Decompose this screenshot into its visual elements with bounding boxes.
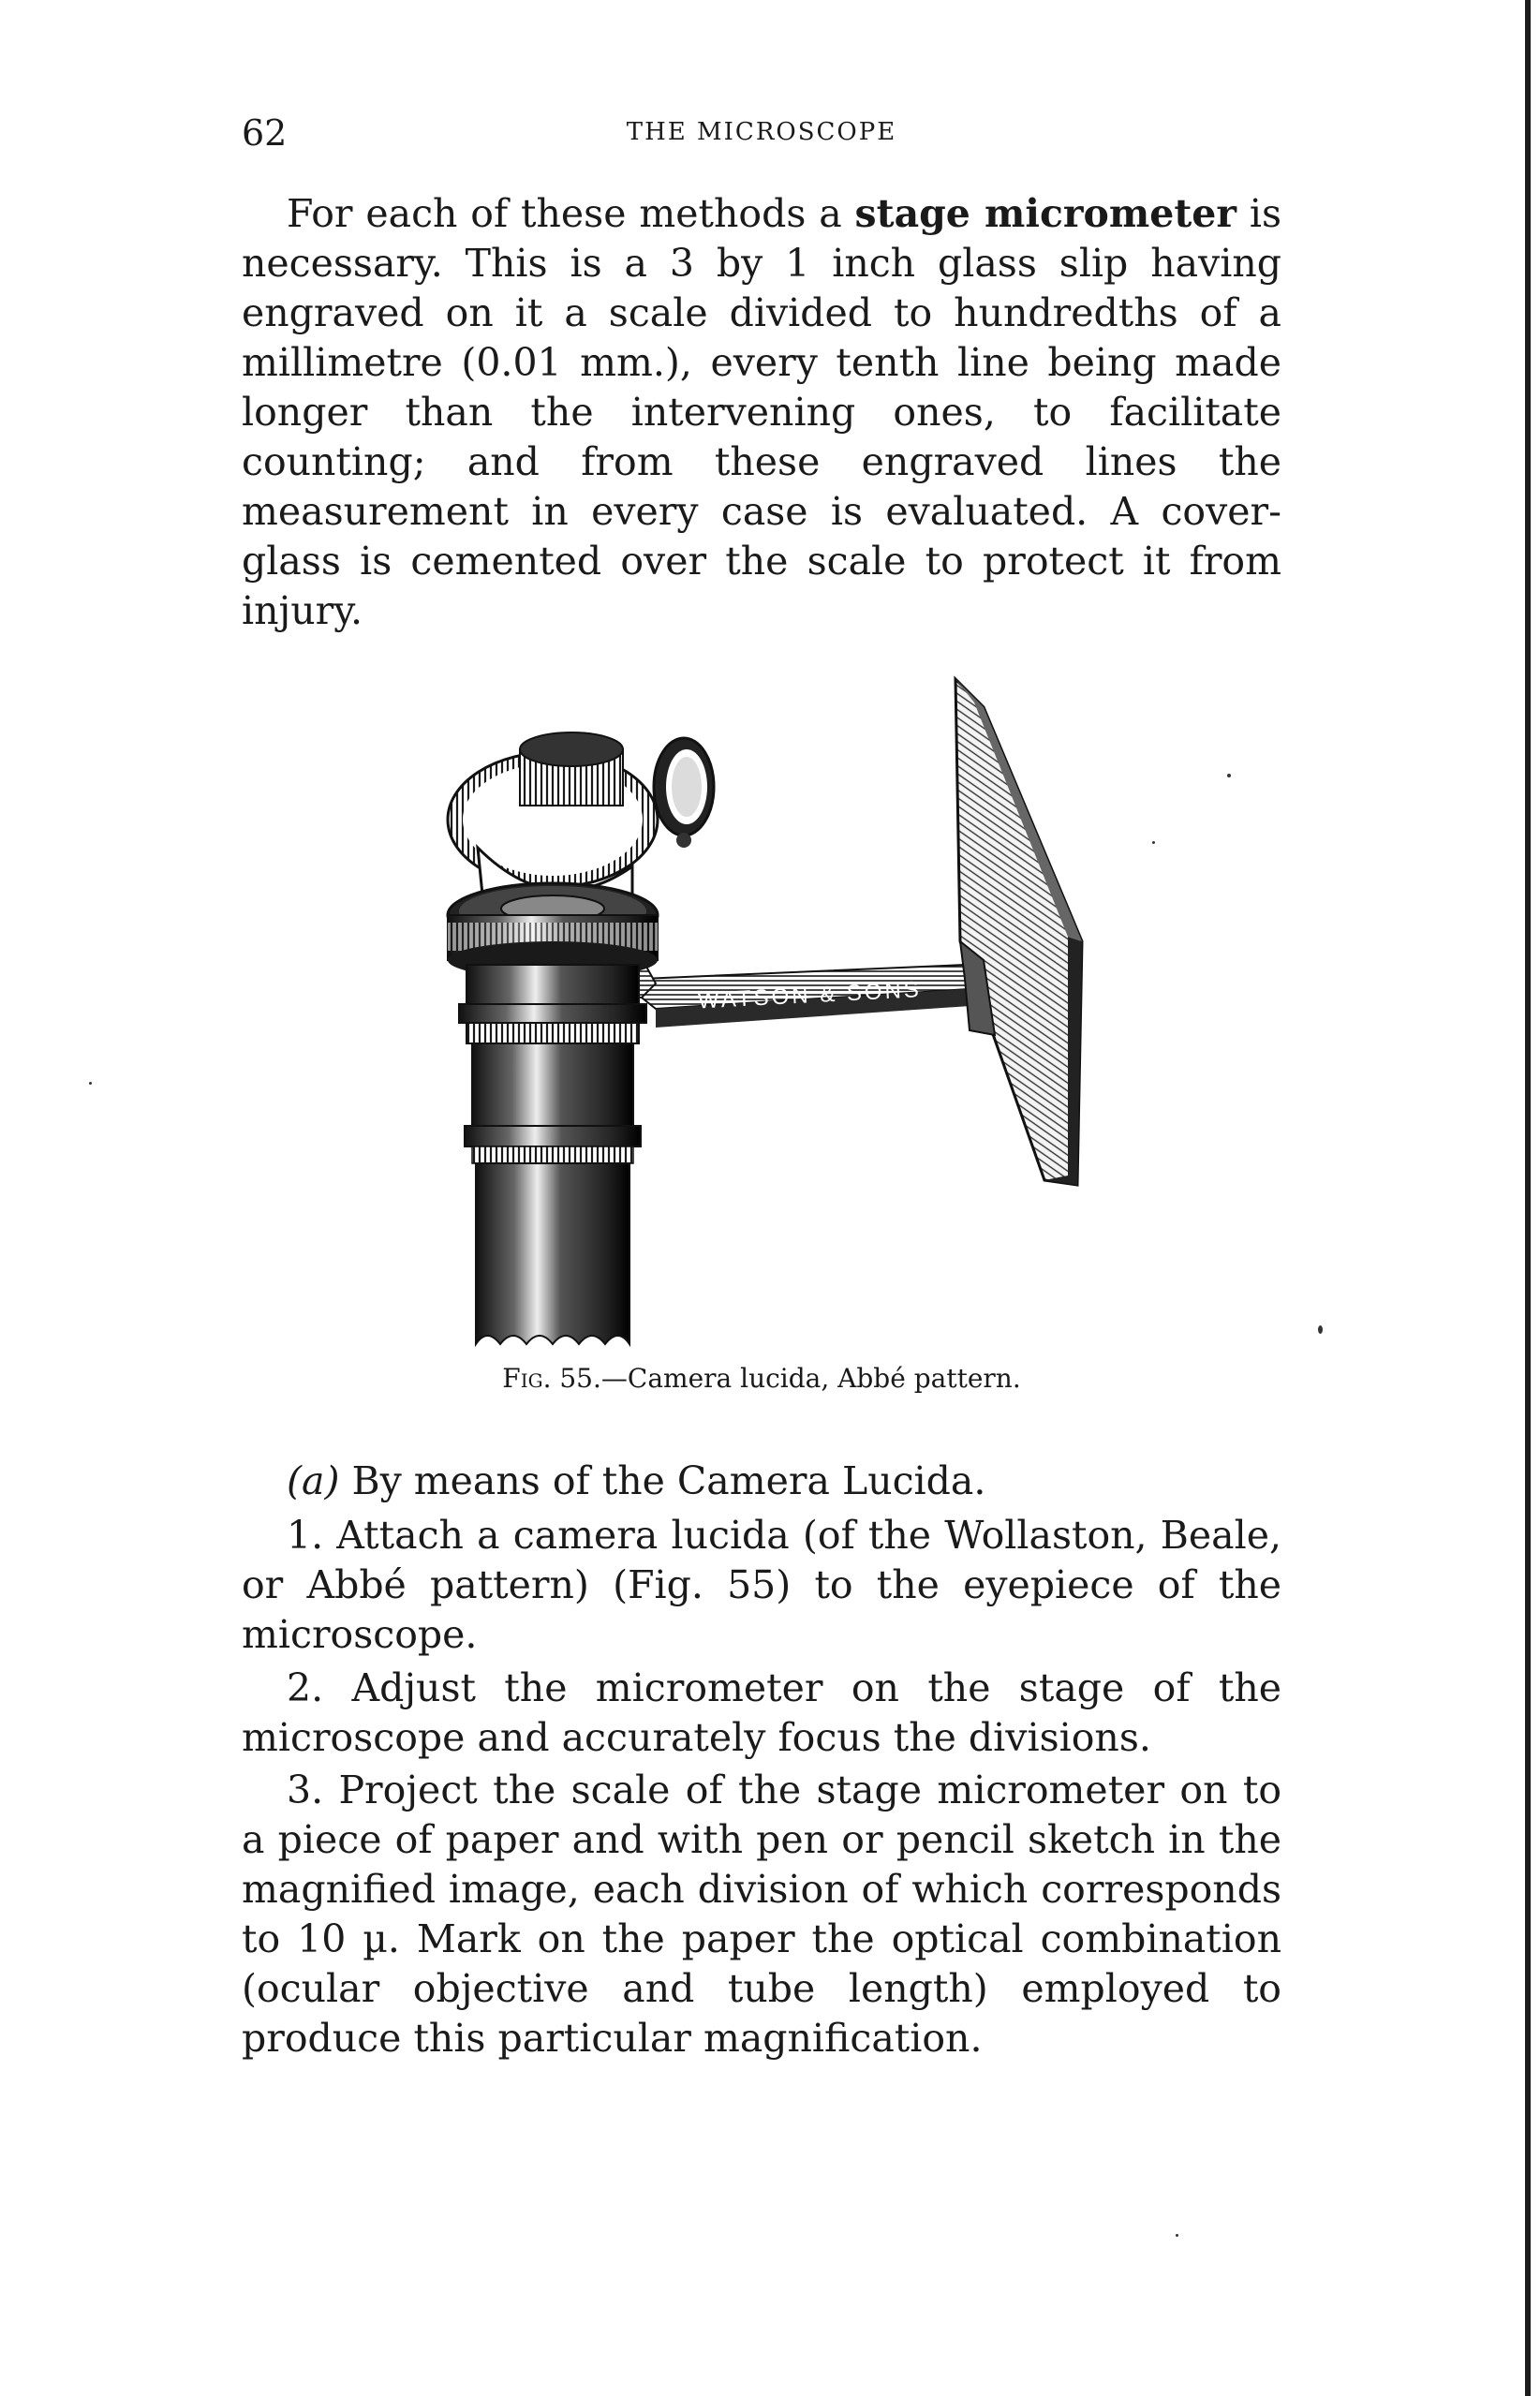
intro-paragraph (242, 189, 1281, 636)
figure-caption-text: —Camera lucida, Abbé pattern. (600, 1363, 1021, 1394)
section-title: By means of the Camera Lucida. (339, 1458, 986, 1503)
page-edge-line (1525, 0, 1531, 2396)
section-label: (a) (287, 1458, 340, 1503)
intro-text-start: For each of these methods a (287, 191, 855, 236)
scan-speck (1152, 841, 1155, 844)
scan-speck (1176, 2234, 1178, 2237)
cover-cap (654, 738, 714, 848)
step-3: 3. Project the scale of the stage micrometer on to a piece of paper and with pen or pencil sketch in the magnified image, each division of which corresponds to 10 µ. Mark on the paper the optical combination (ocular objective and tube length) employed to produce this particular magnification. (242, 1767, 1281, 2061)
running-head: THE MICROSCOPE (626, 118, 897, 146)
scan-speck (1318, 1325, 1323, 1334)
step-1: 1. Attach a camera lucida (of the Wollaston, Beale, or Abbé pattern) (Fig. 55) to the eyepiece of the microscope. (242, 1513, 1281, 1657)
scan-speck (89, 1082, 92, 1085)
intro-text-rest: is necessary. This is a 3 by 1 inch glass slip having engraved on it a scale divided to hundredths of a millimetre (0.01 mm.), every tenth line being made longer than the intervening ones, to facilitate counting; and from these engraved lines the measurement in every case is evaluated. A cover-glass is cemented over the scale to protect it from injury. (242, 191, 1281, 633)
support-arm (642, 941, 995, 1035)
page-number: 62 (242, 112, 288, 154)
section-heading (242, 1457, 1281, 1506)
scan-speck (1227, 774, 1231, 777)
engraving-text: WATSON & SONS (697, 977, 923, 1014)
eyepiece-barrel (459, 965, 646, 1344)
camera-lucida-figure (422, 660, 1105, 1363)
figure-label: Fig. 55. (502, 1363, 601, 1394)
page-header (242, 112, 1281, 169)
mirror-plate (955, 679, 1082, 1185)
step-2: 2. Adjust the micrometer on the stage of the microscope and accurately focus the divisions. (242, 1665, 1281, 1760)
stage-micrometer-term: stage micrometer (854, 191, 1236, 236)
figure-caption (242, 1363, 1281, 1394)
camera-lucida-illustration (422, 660, 1105, 1363)
